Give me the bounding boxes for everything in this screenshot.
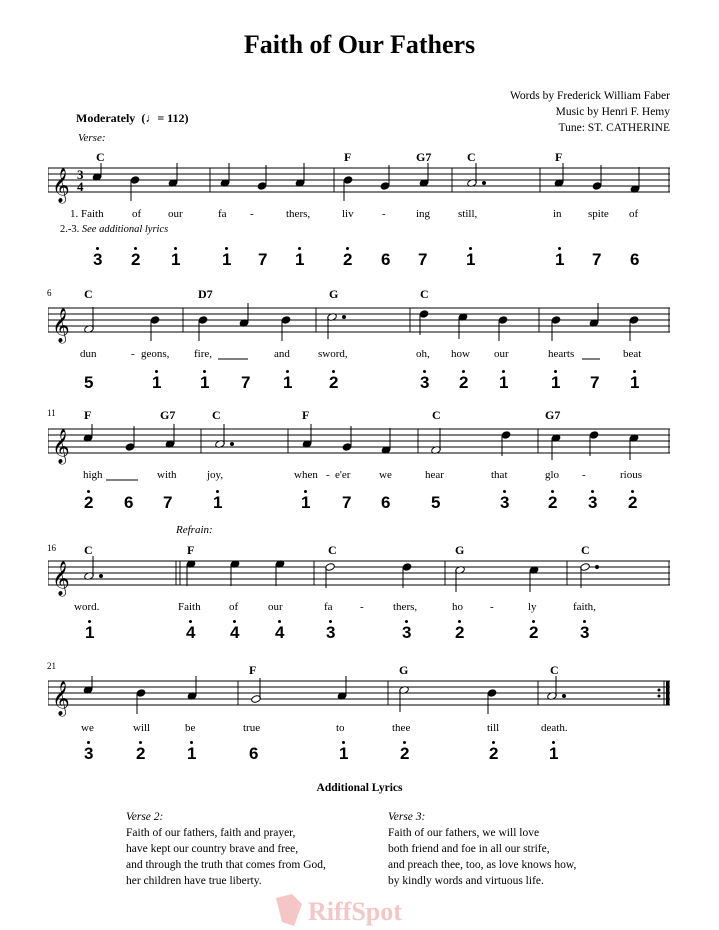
lyric-hyphen: - xyxy=(250,208,254,220)
lyric-syllable: fire, xyxy=(194,348,213,360)
riffspot-logo xyxy=(272,890,452,930)
scale-degree: 1 xyxy=(630,373,639,393)
verse-label: Verse: xyxy=(78,132,106,144)
octave-dot xyxy=(329,620,332,623)
octave-dot xyxy=(87,490,90,493)
staff-1 xyxy=(48,163,670,209)
scale-degree: 2 xyxy=(548,493,557,513)
octave-dot xyxy=(190,741,193,744)
lyric-syllable: and xyxy=(274,348,290,360)
lyric-hyphen: - xyxy=(360,601,364,613)
tune-credit: Tune: ST. CATHERINE xyxy=(558,122,670,134)
scale-degree: 1 xyxy=(549,744,558,764)
scale-degree: 7 xyxy=(163,493,173,512)
lyric-syllable: fa xyxy=(324,601,333,613)
measure-number: 21 xyxy=(47,661,56,671)
additional-lyrics-heading: Additional Lyrics xyxy=(316,782,403,794)
verse-3-label: Verse 3: xyxy=(388,811,426,823)
scale-degree: 4 xyxy=(275,623,284,643)
chord-symbol: G xyxy=(455,543,465,557)
scale-degree: 3 xyxy=(588,493,597,513)
lyric-syllable: that xyxy=(491,469,508,481)
scale-degree: 1 xyxy=(213,493,222,513)
scale-degree: 1 xyxy=(222,250,231,270)
scale-degree: 3 xyxy=(402,623,411,643)
lyric-syllable: glo xyxy=(545,469,560,481)
chord-symbol: C xyxy=(212,408,221,422)
lyric-syllable: rious xyxy=(620,469,642,481)
melisma-line xyxy=(582,358,600,361)
treble-clef-icon: 𝄞 xyxy=(52,562,70,595)
tempo-paren: ( xyxy=(138,111,146,125)
lyric-syllable: ing xyxy=(416,208,431,220)
lyric-syllable: be xyxy=(185,722,196,734)
lyric-syllable: ho xyxy=(452,601,463,613)
page-title: Faith of Our Fathers xyxy=(243,30,476,59)
chord-symbol: F xyxy=(187,543,195,557)
scale-degree: 6 xyxy=(381,250,391,269)
guitar-pick-icon xyxy=(276,894,302,926)
lyric-verse-numbers: 2.-3. xyxy=(60,224,82,235)
octave-dot xyxy=(155,370,158,373)
chord-symbol: C xyxy=(84,287,93,301)
scale-degree: 1 xyxy=(187,744,196,764)
verse-line: and through the truth that comes from God, xyxy=(126,859,326,871)
scale-degree: 5 xyxy=(431,493,441,512)
chord-symbol: C xyxy=(550,663,559,677)
verse-3-block xyxy=(388,809,576,889)
scale-degree: 1 xyxy=(499,373,508,393)
octave-dot xyxy=(633,370,636,373)
scale-degree: 2 xyxy=(343,250,352,270)
tempo-word: Moderately xyxy=(76,111,136,125)
scale-degree: 2 xyxy=(400,744,409,764)
staff-4 xyxy=(48,556,670,602)
melisma-line xyxy=(106,479,138,482)
lyric-syllable: in xyxy=(553,208,562,220)
lyric-syllable: will xyxy=(133,722,151,734)
octave-dot xyxy=(88,620,91,623)
octave-dot xyxy=(492,741,495,744)
lyric-syllable: faith, xyxy=(573,601,596,613)
octave-dot xyxy=(278,620,281,623)
scale-degree: 3 xyxy=(84,744,93,764)
lyric-hyphen: - xyxy=(582,469,586,481)
scale-degree: 5 xyxy=(84,373,94,392)
lyric-syllable: thee xyxy=(392,722,411,734)
brand-name: RiffSpot xyxy=(308,897,402,926)
octave-dot xyxy=(469,247,472,250)
octave-dot xyxy=(332,370,335,373)
octave-dot xyxy=(591,490,594,493)
scale-degree: 4 xyxy=(186,623,195,643)
lyric-syllable: hearts xyxy=(548,348,575,360)
octave-dot xyxy=(462,370,465,373)
scale-degree: 3 xyxy=(420,373,429,393)
tempo-marking xyxy=(76,111,188,126)
lyric-syllable: our xyxy=(168,208,183,220)
scale-degree: 2 xyxy=(329,373,338,393)
scale-degree: 6 xyxy=(124,493,134,512)
repeat-dot xyxy=(658,695,661,698)
scale-degree: 1 xyxy=(85,623,94,643)
octave-dot xyxy=(423,370,426,373)
chord-symbol: G7 xyxy=(416,150,432,164)
lyric-syllable: of xyxy=(629,208,639,220)
lyric-syllable: our xyxy=(494,348,509,360)
lyric-syllable: thers, xyxy=(393,601,418,613)
chord-symbol: G xyxy=(329,287,339,301)
staff-2 xyxy=(48,303,670,349)
lyric-syllable: e'er xyxy=(335,469,351,481)
scale-degree: 3 xyxy=(500,493,509,513)
lyric-syllable: of xyxy=(132,208,142,220)
octave-dot xyxy=(551,490,554,493)
time-signature-top: 3 xyxy=(77,167,84,182)
chord-symbol: C xyxy=(328,543,337,557)
octave-dot xyxy=(203,370,206,373)
scale-degree: 1 xyxy=(466,250,475,270)
lyric-syllable: joy, xyxy=(207,469,224,481)
octave-dot xyxy=(405,620,408,623)
octave-dot xyxy=(139,741,142,744)
octave-dot xyxy=(87,741,90,744)
lyric-syllable: sword, xyxy=(318,348,348,360)
scale-degree: 3 xyxy=(580,623,589,643)
lyric-syllable: fa xyxy=(218,208,227,220)
octave-dot xyxy=(532,620,535,623)
scale-degree: 7 xyxy=(418,250,428,269)
chord-symbol: F xyxy=(302,408,310,422)
lyric-hyphen: - xyxy=(131,348,135,360)
chord-symbol: C xyxy=(420,287,429,301)
octave-dot xyxy=(552,741,555,744)
chord-symbol: G7 xyxy=(160,408,176,422)
scale-degree: 7 xyxy=(590,373,600,392)
words-credit: Words by Frederick William Faber xyxy=(509,90,670,102)
chord-symbol: D7 xyxy=(198,287,213,301)
chord-symbol: C xyxy=(96,150,105,164)
scale-degree: 1 xyxy=(200,373,209,393)
scale-degree: 2 xyxy=(84,493,93,513)
scale-degree: 1 xyxy=(555,250,564,270)
lyric-syllable: true xyxy=(243,722,261,734)
treble-clef-icon: 𝄞 xyxy=(52,682,70,715)
lyric-syllable: thers, xyxy=(286,208,311,220)
octave-dot xyxy=(346,247,349,250)
octave-dot xyxy=(342,741,345,744)
scale-degree: 2 xyxy=(628,493,637,513)
scale-degree: 6 xyxy=(630,250,640,269)
treble-clef-icon: 𝄞 xyxy=(52,309,70,342)
scale-degree: 6 xyxy=(381,493,391,512)
lyric-syllable: of xyxy=(229,601,239,613)
verse-line: and preach thee, too, as love knows how, xyxy=(388,859,577,871)
tempo-bpm: = 112) xyxy=(157,111,189,125)
measure-number: 16 xyxy=(47,543,56,553)
lyric-syllable: hear xyxy=(425,469,444,481)
verse-2-block xyxy=(126,809,326,889)
verse-line: both friend and foe in all our strife, xyxy=(388,843,550,855)
refrain-label: Refrain: xyxy=(176,524,213,536)
chord-symbol: C xyxy=(84,543,93,557)
lyric-syllable: spite xyxy=(588,208,609,220)
scale-degree: 6 xyxy=(249,744,259,763)
octave-dot xyxy=(233,620,236,623)
treble-clef-icon: 𝄞 xyxy=(52,430,70,463)
lyric-syllable: dun xyxy=(80,348,97,360)
scale-degree: 1 xyxy=(339,744,348,764)
lyric-syllable: still, xyxy=(458,208,478,220)
lyric-hyphen: - xyxy=(490,601,494,613)
treble-clef-icon: 𝄞 xyxy=(52,169,70,202)
scale-degree: 1 xyxy=(301,493,310,513)
melisma-line xyxy=(218,358,248,361)
music-credit: Music by Henri F. Hemy xyxy=(555,106,670,118)
octave-dot xyxy=(583,620,586,623)
verse-line: have kept our country brave and free, xyxy=(126,843,299,855)
lyric-verse-note-text: See additional lyrics xyxy=(81,224,169,235)
lyric-syllable: with xyxy=(157,469,177,481)
verse-line: her children have true liberty. xyxy=(126,875,262,887)
lyric-hyphen: - xyxy=(326,469,330,481)
lyric-syllable: 1. Faith xyxy=(70,208,104,220)
chord-symbol: C xyxy=(581,543,590,557)
lyric-syllable: we xyxy=(81,722,94,734)
lyric-hyphen: - xyxy=(382,208,386,220)
octave-dot xyxy=(304,490,307,493)
staff-5 xyxy=(48,676,670,722)
octave-dot xyxy=(96,247,99,250)
scale-degree: 1 xyxy=(171,250,180,270)
chord-symbol: G xyxy=(399,663,409,677)
scale-degree: 7 xyxy=(241,373,251,392)
lyric-syllable: oh, xyxy=(416,348,430,360)
octave-dot xyxy=(174,247,177,250)
final-barline xyxy=(666,681,670,705)
chord-symbol: C xyxy=(432,408,441,422)
scale-degree: 7 xyxy=(592,250,602,269)
chord-symbol: G7 xyxy=(545,408,561,422)
scale-degree: 2 xyxy=(459,373,468,393)
chord-symbol: F xyxy=(344,150,352,164)
scale-degree: 7 xyxy=(342,493,352,512)
octave-dot xyxy=(298,247,301,250)
octave-dot xyxy=(403,741,406,744)
scale-degree: 1 xyxy=(283,373,292,393)
lyric-syllable: beat xyxy=(623,348,642,360)
scale-degree: 1 xyxy=(152,373,161,393)
staff-3 xyxy=(48,424,670,470)
lyric-syllable: Faith xyxy=(178,601,201,613)
octave-dot xyxy=(458,620,461,623)
octave-dot xyxy=(503,490,506,493)
lyric-syllable: how xyxy=(451,348,470,360)
verse-line: Faith of our fathers, we will love xyxy=(388,827,540,839)
scale-degree: 2 xyxy=(131,250,140,270)
octave-dot xyxy=(225,247,228,250)
scale-degree: 4 xyxy=(230,623,239,643)
scale-degree: 1 xyxy=(551,373,560,393)
lyric-syllable: till xyxy=(487,722,500,734)
verse-2-label: Verse 2: xyxy=(126,811,164,823)
lyric-syllable: death. xyxy=(541,722,568,734)
lyric-syllable: geons, xyxy=(141,348,170,360)
chord-symbol: C xyxy=(467,150,476,164)
scale-degree: 3 xyxy=(93,250,102,270)
octave-dot xyxy=(558,247,561,250)
scale-degree: 2 xyxy=(489,744,498,764)
scale-degree: 7 xyxy=(258,250,268,269)
scale-degree: 2 xyxy=(529,623,538,643)
scale-degree: 2 xyxy=(455,623,464,643)
lyric-syllable: liv xyxy=(342,208,354,220)
lyric-syllable: ly xyxy=(528,601,537,613)
lyric-syllable: when xyxy=(294,469,318,481)
lyric-verse-note xyxy=(60,224,168,235)
chord-symbol: F xyxy=(555,150,563,164)
octave-dot xyxy=(631,490,634,493)
scale-degree: 3 xyxy=(326,623,335,643)
lyric-syllable: high xyxy=(83,469,103,481)
octave-dot xyxy=(502,370,505,373)
octave-dot xyxy=(189,620,192,623)
octave-dot xyxy=(286,370,289,373)
scale-degree: 1 xyxy=(295,250,304,270)
verse-line: Faith of our fathers, faith and prayer, xyxy=(126,827,296,839)
lyric-syllable: word. xyxy=(74,601,100,613)
scale-degree: 2 xyxy=(136,744,145,764)
octave-dot xyxy=(134,247,137,250)
octave-dot xyxy=(554,370,557,373)
quarter-note-icon: ♩ xyxy=(145,111,158,125)
measure-number: 6 xyxy=(47,288,52,298)
lyric-syllable: our xyxy=(268,601,283,613)
measure-number: 11 xyxy=(47,408,56,418)
chord-symbol: F xyxy=(84,408,92,422)
repeat-dot xyxy=(658,689,661,692)
lyric-syllable: to xyxy=(336,722,345,734)
lyric-syllable: we xyxy=(379,469,392,481)
verse-line: by kindly words and virtuous life. xyxy=(388,875,544,887)
chord-symbol: F xyxy=(249,663,257,677)
time-signature-bottom: 4 xyxy=(77,179,84,194)
octave-dot xyxy=(216,490,219,493)
